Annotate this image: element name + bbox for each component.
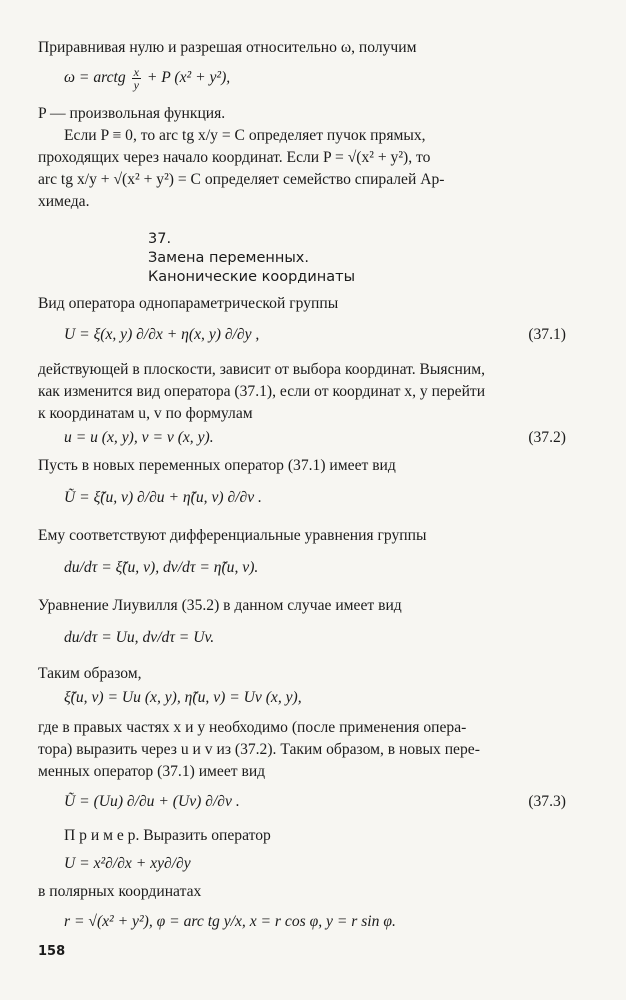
text-line: где в правых частях x и y необходимо (после применения опера- [38, 719, 467, 736]
equation-polar: r = √(x² + y²), φ = arc tg y/x, x = r cos φ, y = r sin φ. [64, 913, 396, 930]
text-line: действующей в плоскости, зависит от выбора координат. Выясним, [38, 361, 485, 378]
text-line: arc tg x/y + √(x² + y²) = C определяет семейство спиралей Ар- [38, 171, 445, 188]
text-line: Приравнивая нулю и разрешая относительно ω, получим [38, 39, 417, 56]
equation-new-operator: Ũ = ξ̃(u, v) ∂/∂u + η̃(u, v) ∂/∂v . [64, 489, 262, 506]
section-subtitle: Канонические координаты [148, 269, 356, 285]
equation-group: du/dτ = ξ̃(u, v), dv/dτ = η̃(u, v). [64, 559, 259, 576]
example-heading: П р и м е р. Выразить оператор [64, 827, 271, 844]
text-line: Вид оператора однопараметрической группы [38, 295, 339, 312]
text-line: как изменится вид оператора (37.1), если от координат x, y перейти [38, 383, 486, 400]
text-line: P — произвольная функция. [38, 105, 226, 122]
equation-number: (37.3) [528, 793, 566, 810]
equation-number: (37.2) [528, 429, 566, 446]
equation-37-2: u = u (x, y), v = v (x, y). (37.2) [64, 429, 566, 446]
page-number: 158 [38, 944, 66, 959]
equation-37-1: U = ξ(x, y) ∂/∂x + η(x, y) ∂/∂y , (37.1) [64, 326, 566, 343]
equation-37-3: Ũ = (Uu) ∂/∂u + (Uv) ∂/∂v . (37.3) [64, 793, 566, 810]
text-line: Таким образом, [38, 665, 142, 682]
equation-omega: ω = arctg $\frac{x}{y}$ + P (x² + y²), [64, 65, 231, 92]
text-line: химеда. [38, 193, 90, 210]
text-line: в полярных координатах [38, 883, 202, 900]
text-line: менных оператор (37.1) имеет вид [38, 763, 266, 780]
equation-number: (37.1) [528, 326, 566, 343]
text-line: проходящих через начало координат. Если P = √(x² + y²), то [38, 149, 431, 166]
equation-liouville: du/dτ = Uu, dv/dτ = Uv. [64, 629, 215, 646]
text-line: Пусть в новых переменных оператор (37.1) имеет вид [38, 457, 396, 474]
text-line: Уравнение Лиувилля (35.2) в данном случае имеет вид [38, 597, 402, 614]
section-title: Замена переменных. [148, 250, 310, 266]
text-line: Если P ≡ 0, то arc tg x/y = C определяет пучок прямых, [64, 127, 426, 144]
section-number: 37. [148, 231, 172, 247]
equation-example: U = x²∂/∂x + xy∂/∂y [64, 855, 191, 872]
equation-xi-eta: ξ̃(u, v) = Uu (x, y), η̃(u, v) = Uv (x, y), [64, 689, 302, 706]
text-line: к координатам u, v по формулам [38, 405, 253, 422]
fraction: $\frac{x}{y}$ [133, 65, 139, 92]
text-line: тора) выразить через u и v из (37.2). Таким образом, в новых пере- [38, 741, 480, 758]
text-line: Ему соответствуют дифференциальные уравнения группы [38, 527, 427, 544]
